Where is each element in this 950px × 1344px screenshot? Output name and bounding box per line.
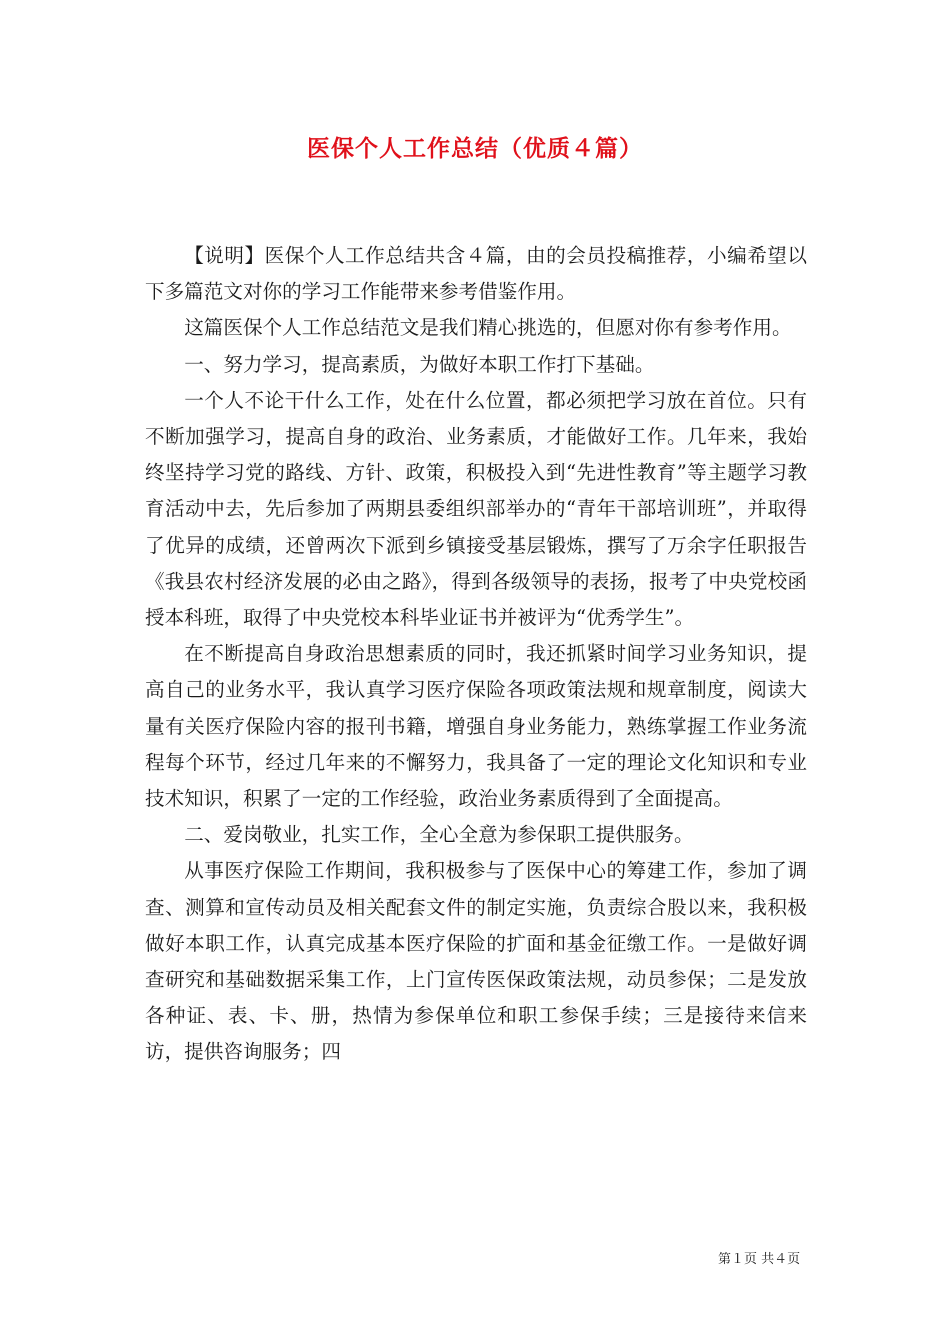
section-heading-2: 二、爱岗敬业，扎实工作，全心全意为参保职工提供服务。 (184, 823, 694, 847)
paragraph-work: 从事医疗保险工作期间，我积极参与了医保中心的筹建工作，参加了调查、测算和宣传动员及相关配套文件的制定实施，负责综合股以来，我积极做好本职工作，认真完成基本医疗保险的扩面和基金征缴工作。一是做好调查研究和基础数据采集工作，上门宣传医保政策法规，动员参保；二是发放各种证、表、卡、册，热情为参保单位和职工参保手续；三是接待来信来访，提供咨询服务；四 (145, 859, 807, 1064)
paragraph-intro: 这篇医保个人工作总结范文是我们精心挑选的，但愿对你有参考作用。 (184, 316, 792, 340)
paragraph-business-knowledge: 在不断提高自身政治思想素质的同时，我还抓紧时间学习业务知识，提高自己的业务水平，我认真学习医疗保险各项政策法规和规章制度，阅读大量有关医疗保险内容的报刊书籍，增强自身业务能力，熟练掌握工作业务流程每个环节，经过几年来的不懈努力，我具备了一定的理论文化知识和专业技术知识，积累了一定的工作经验，政治业务素质得到了全面提高。 (145, 642, 807, 811)
document-body (145, 238, 807, 1071)
paragraph-study: 一个人不论干什么工作，处在什么位置，都必须把学习放在首位。只有不断加强学习，提高自身的政治、业务素质，才能做好工作。几年来，我始终坚持学习党的路线、方针、政策，积极投入到“先进性教育”等主题学习教育活动中去，先后参加了两期县委组织部举办的“青年干部培训班”，并取得了优异的成绩，还曾两次下派到乡镇接受基层锻炼，撰写了万余字任职报告《我县农村经济发展的必由之路》，得到各级领导的表扬，报考了中央党校函授本科班，取得了中央党校本科毕业证书并被评为“优秀学生”。 (145, 388, 807, 630)
page-number: 第１页 共４页 (718, 1252, 801, 1267)
paragraph-note: 【说明】医保个人工作总结共含４篇，由的会员投稿推荐，小编希望以下多篇范文对你的学习工作能带来参考借鉴作用。 (145, 244, 807, 304)
section-heading-1: 一、努力学习，提高素质，为做好本职工作打下基础。 (184, 352, 655, 376)
document-title: 医保个人工作总结（优质４篇） (307, 135, 643, 162)
